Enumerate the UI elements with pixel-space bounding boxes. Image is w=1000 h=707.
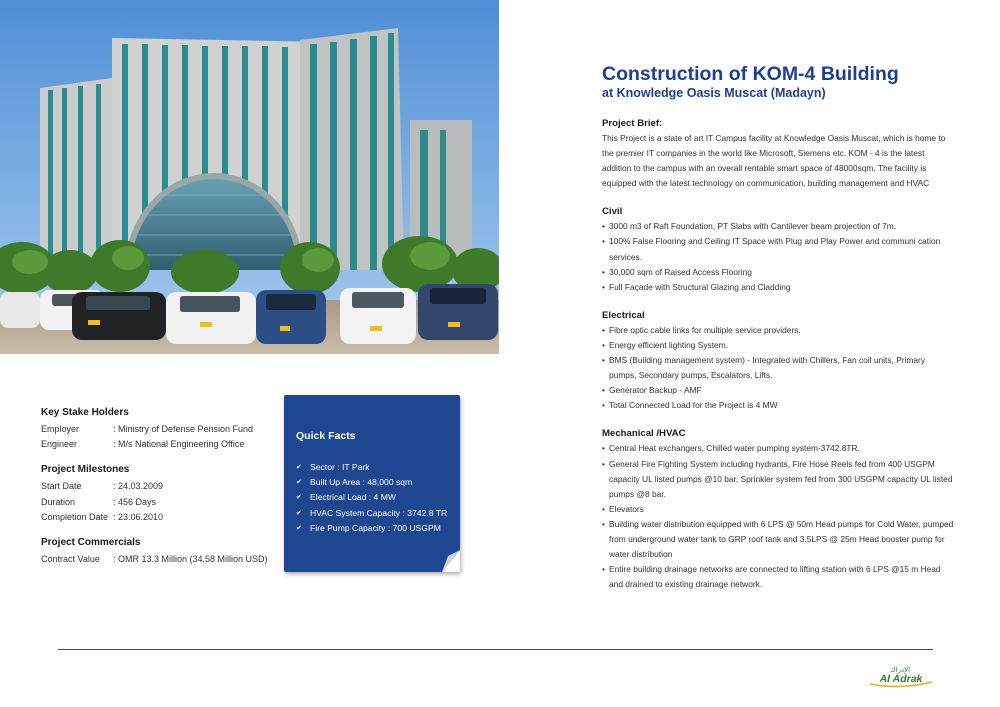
engineer-value: : M/s National Engineering Office — [113, 439, 245, 450]
quick-fact-item — [296, 521, 447, 536]
electrical-list — [602, 323, 954, 414]
project-brief-text: This Project is a state of art IT Campus facility at Knowledge Oasis Muscat, which is home to the premier IT companies in the world like Microsoft, Siemens etc. KOM - 4 is the latest addition to the campus with an overall rentable smart space of 48000sqm. The facility is equipped with the latest technology on communication, building management and HVAC — [602, 133, 946, 189]
electrical-heading: Electrical — [602, 309, 645, 321]
duration-value: : 456 Days — [113, 496, 157, 507]
quick-fact-item — [296, 475, 447, 490]
commercials-heading: Project Commercials — [41, 537, 141, 549]
mechanical-hvac-list — [602, 441, 954, 592]
quick-fact-text: Electrical Load : 4 MW — [310, 492, 396, 503]
contract-value-value: : OMR 13.3 Million (34.58 Million USD) — [113, 554, 268, 565]
check-icon: ✔ — [296, 494, 302, 502]
list-item: • Building water distribution equipped with 6 LPS @ 50m Head pumps for Cold Water, pumped from underground water tank to GRP roof tank and 3.5LPS @ 25m Head booster pump for water distribution — [602, 517, 954, 562]
logo-arabic-text: الإدراك — [889, 666, 911, 674]
project-milestones — [41, 463, 281, 525]
start-date-row — [41, 479, 281, 494]
completion-date-value: : 23.06.2010 — [113, 511, 164, 522]
mechanical-hvac-heading: Mechanical /HVAC — [602, 428, 686, 440]
completion-date-row — [41, 510, 281, 525]
check-icon: ✔ — [296, 479, 302, 487]
check-icon: ✔ — [296, 464, 302, 471]
employer-label: Employer — [41, 424, 80, 434]
footer-divider — [58, 649, 933, 650]
quick-fact-text: Sector : IT Park — [310, 462, 370, 472]
milestones-heading: Project Milestones — [41, 464, 130, 476]
project-info — [41, 406, 281, 578]
quick-fact-item — [296, 506, 447, 521]
list-item: • Total Connected Load for the Project is 4 MW — [602, 398, 954, 413]
quick-fact-text: HVAC System Capacity : 3742.8 TR — [310, 507, 448, 518]
list-item: • Entire building drainage networks are connected to lifting station with 6 LPS @15 m Head and drained to existing drainage network. — [602, 562, 954, 592]
logo-text: Al Adrak — [879, 673, 923, 685]
contract-value-row — [41, 552, 281, 567]
list-item: • Full Façade with Structural Glazing and Cladding — [602, 280, 954, 295]
check-icon: ✔ — [296, 509, 302, 517]
list-item: • 30,000 sqm of Raised Access Flooring — [602, 265, 954, 280]
duration-row — [41, 495, 281, 510]
list-item: • 100% False Flooring and Ceiling IT Space with Plug and Play Power and communi cation services. — [602, 234, 954, 264]
list-item: • Generator Backup - AMF — [602, 383, 954, 398]
quick-fact-text: Fire Pump Capacity : 700 USGPM — [310, 522, 441, 533]
key-stake-holders — [41, 406, 281, 452]
key-stake-holders-heading: Key Stake Holders — [41, 407, 129, 418]
completion-date-label: Completion Date — [41, 511, 109, 522]
project-details — [602, 63, 954, 596]
start-date-label: Start Date — [41, 481, 82, 492]
duration-label: Duration — [41, 496, 76, 507]
start-date-value: : 24.03.2009 — [113, 481, 164, 492]
quick-facts-heading: Quick Facts — [296, 430, 356, 442]
quick-fact-item — [296, 490, 447, 505]
al-adrak-logo — [866, 664, 936, 688]
check-icon: ✔ — [296, 524, 302, 532]
page-title: Construction of KOM-4 Building — [602, 63, 899, 85]
page-subtitle: at Knowledge Oasis Muscat (Madayn) — [602, 86, 826, 100]
civil-heading: Civil — [602, 206, 623, 218]
contract-value-label: Contract Value — [41, 554, 100, 565]
quick-facts-list — [296, 460, 447, 536]
civil-list — [602, 219, 954, 294]
list-item: • BMS (Building management system) - Integrated with Chillers, Fan coil units, Primary pumps, Secondary pumps, Escalators, Lifts. — [602, 353, 954, 383]
engineer-label: Engineer — [41, 439, 78, 450]
employer-row — [41, 422, 281, 437]
project-commercials — [41, 536, 281, 567]
engineer-row — [41, 437, 281, 452]
list-item: • 3000 m3 of Raft Foundation, PT Slabs with Cantilever beam projection of 7m. — [602, 219, 954, 234]
quick-fact-text: Built Up Area : 48,000 sqm — [310, 477, 413, 488]
list-item: • Energy efficient lighting System. — [602, 338, 954, 353]
list-item: • Central Heat exchangers, Chilled water pumping system-3742.8TR. — [602, 441, 954, 456]
list-item: • Elevators — [602, 502, 954, 517]
quick-fact-item — [296, 460, 447, 475]
quick-facts-card — [284, 395, 460, 572]
list-item: • General Fire Fighting System including hydrants, Fire Hose Reels fed from 400 USGPM capacity UL listed pumps @10 bar, Sprinkler system fed from 300 USGPM capacity UL listed pumps @8 bar. — [602, 457, 954, 502]
page-curl-icon — [442, 550, 460, 572]
list-item: • Fibre optic cable links for multiple service providers. — [602, 323, 954, 338]
project-brief-heading: Project Brief: — [602, 118, 663, 129]
building-photo — [0, 0, 499, 354]
employer-value: : Ministry of Defense Pension Fund — [113, 424, 254, 434]
